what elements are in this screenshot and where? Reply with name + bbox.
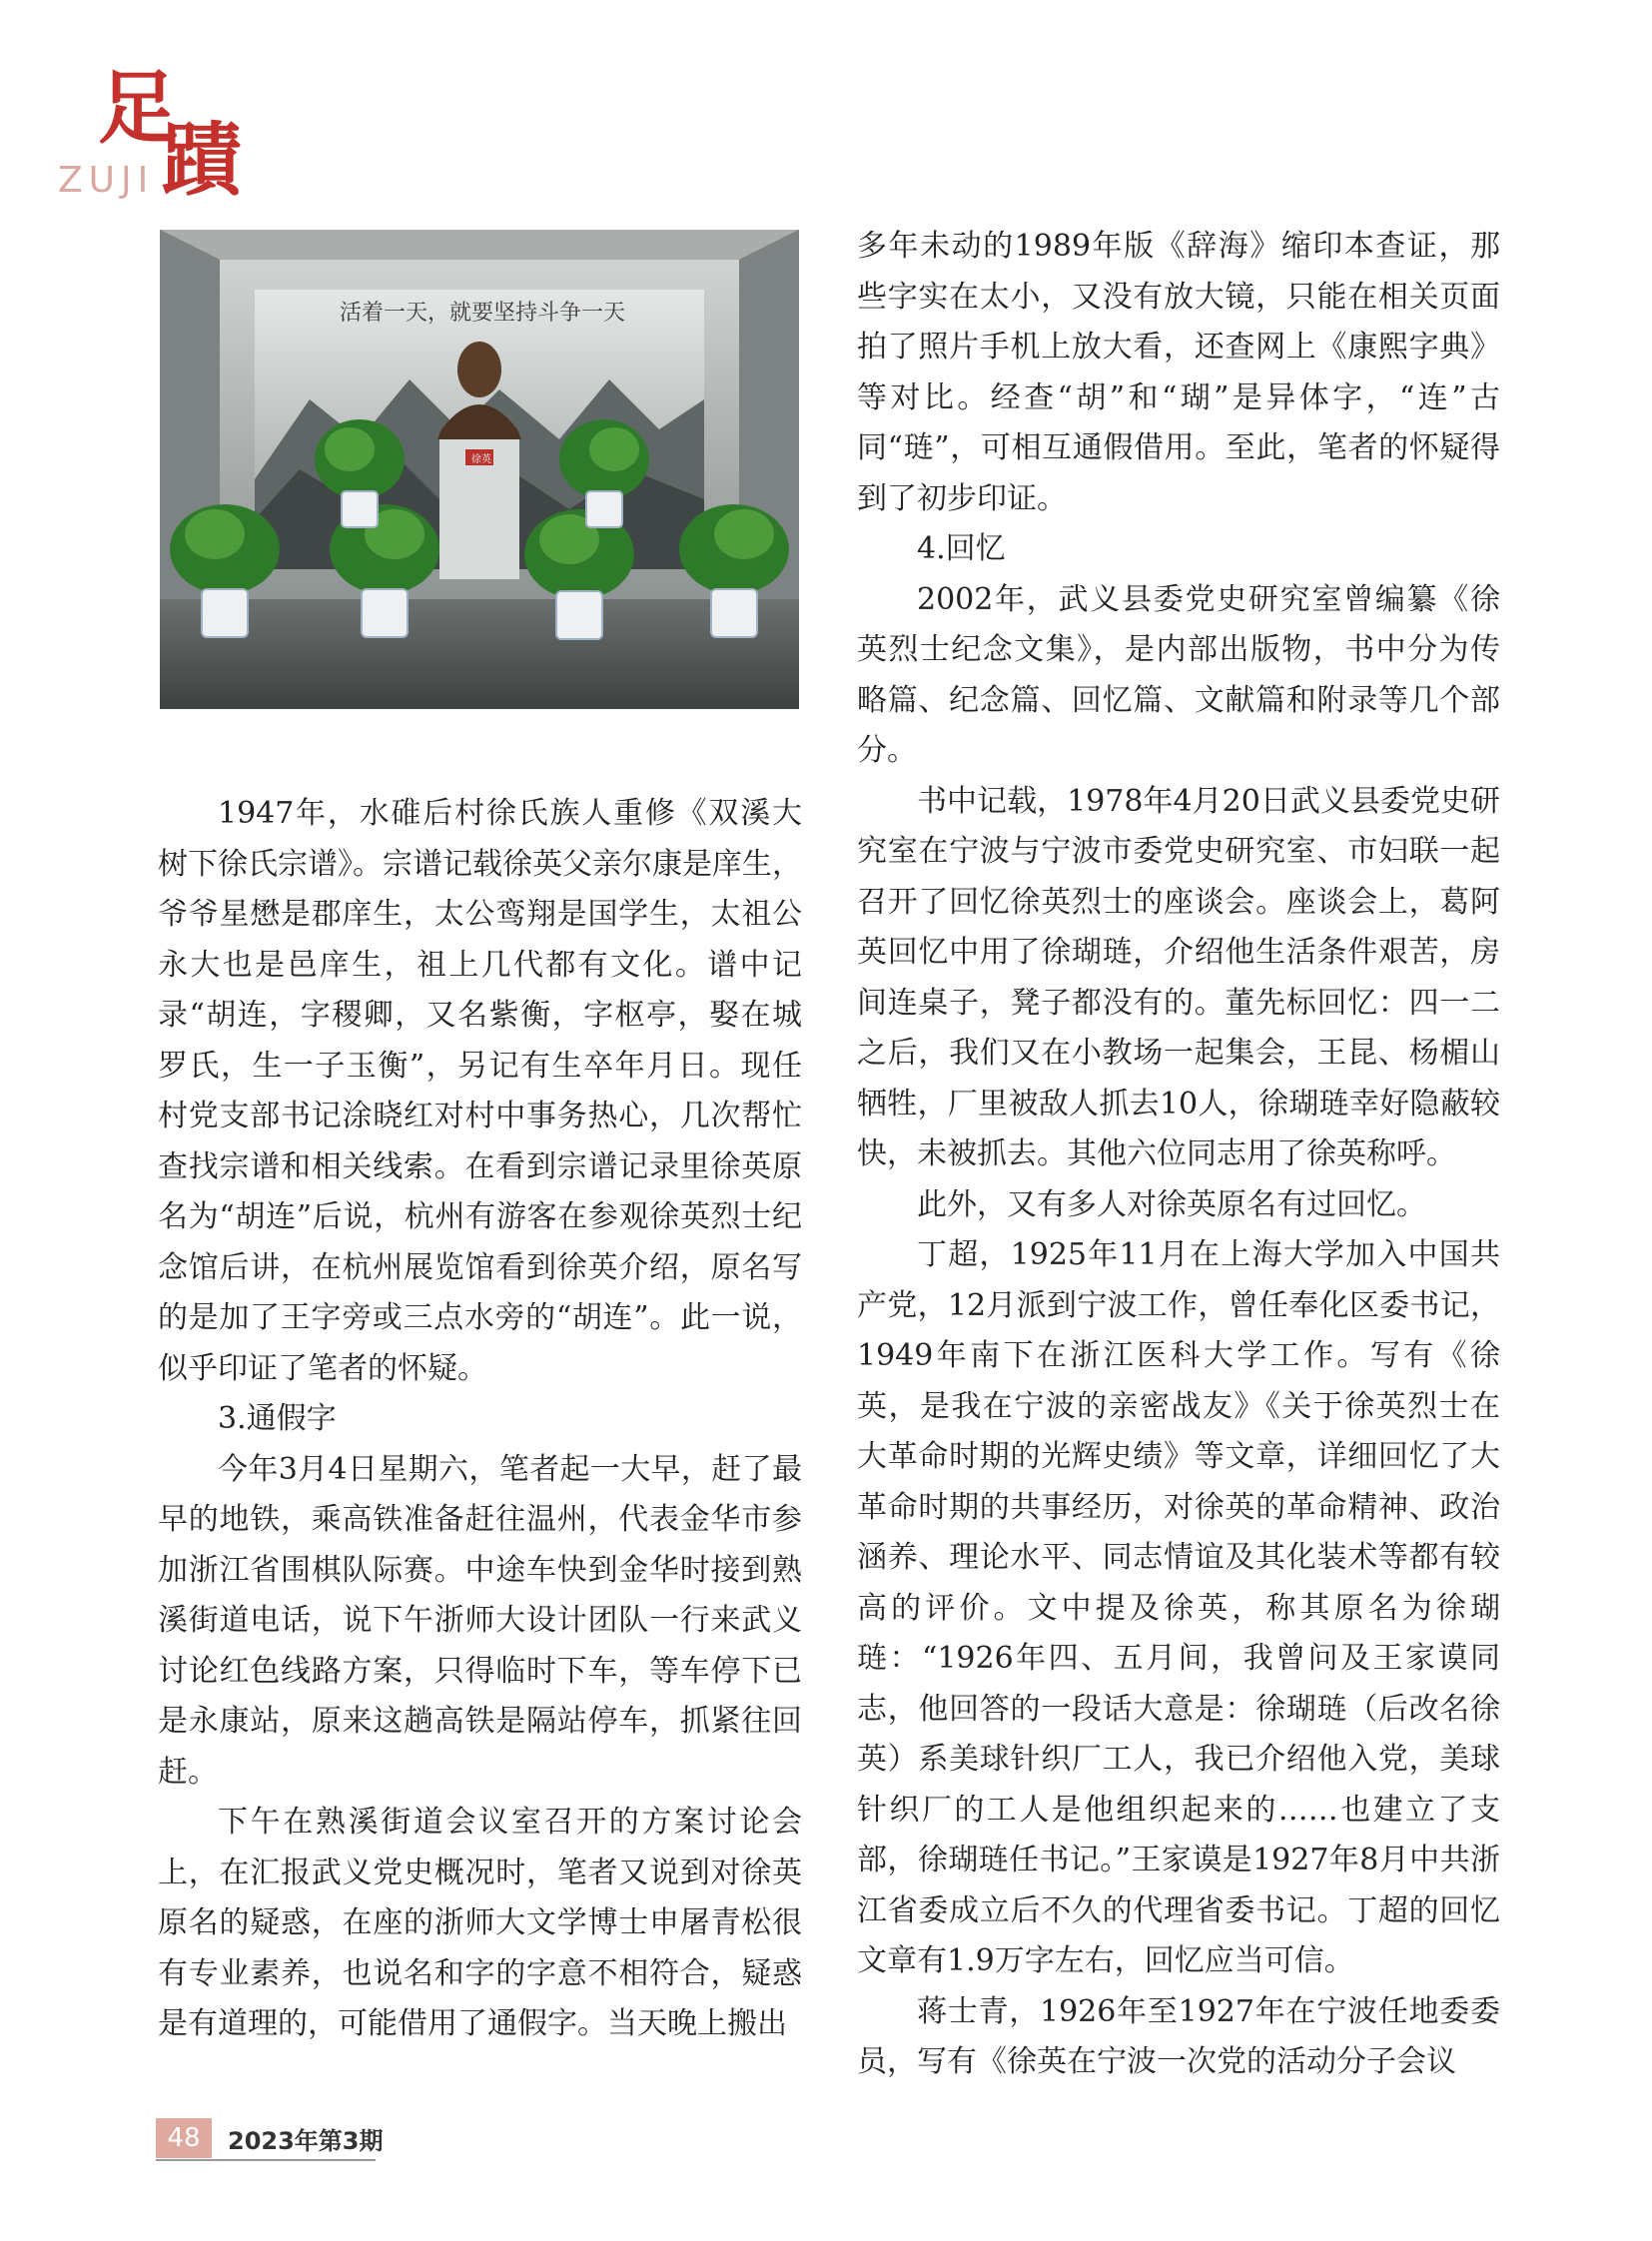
memorial-photo bbox=[160, 230, 799, 709]
paragraph: 多年未动的1989年版《辞海》缩印本查证，那些字实在太小，又没有放大镜，只能在相关页面拍了照片手机上放大看，还查网上《康熙字典》等对比。经查“胡”和“瑚”是异体字，“连”古同“琏”，可相互通假借用。至此，笔者的怀疑得到了初步印证。 bbox=[857, 229, 1500, 516]
masthead-char-ji: 蹟 bbox=[162, 113, 242, 207]
page-number: 48 bbox=[156, 2118, 212, 2158]
section-heading: 4.回忆 bbox=[917, 531, 1006, 566]
paragraph: 此外，又有多人对徐英原名有过回忆。 bbox=[917, 1186, 1426, 1222]
paragraph: 下午在熟溪街道会议室召开的方案讨论会上，在汇报武义党史概况时，笔者又说到对徐英原名的疑惑，在座的浙师大文学博士申屠青松很有专业素养，也说名和字的字意不相符合，疑惑是有道理的，可能借用了通假字。当天晚上搬出 bbox=[158, 1805, 802, 2041]
paragraph: 蒋士青，1926年至1927年在宁波任地委委员，写有《徐英在宁波一次党的活动分子会议 bbox=[857, 1993, 1500, 2079]
page-footer bbox=[156, 2117, 384, 2159]
calligraphy-text: 活着一天，就要坚持斗争一天 bbox=[340, 301, 626, 326]
masthead-logo bbox=[58, 61, 242, 208]
paragraph: 今年3月4日星期六，笔者起一大早，赶了最早的地铁，乘高铁准备赶往温州，代表金华市参加浙江省围棋队际赛。中途车快到金华时接到熟溪街道电话，说下午浙师大设计团队一行来武义讨论红色线路方案，只得临时下车，等车停下已是永康站，原来这趟高铁是隔站停车，抓紧往回赶。 bbox=[158, 1451, 802, 1790]
memorial-photo-illustration bbox=[160, 230, 799, 709]
pedestal-plaque: 徐英 bbox=[471, 454, 491, 465]
article-right-column bbox=[857, 222, 1500, 2088]
paragraph: 书中记载，1978年4月20日武义县委党史研究室在宁波与宁波市委党史研究室、市妇联一起召开了回忆徐英烈士的座谈会。座谈会上，葛阿英回忆中用了徐瑚琏，介绍他生活条件艰苦，房间连桌子，凳子都没有的。董先标回忆：四一二之后，我们又在小教场一起集会，王昆、杨楣山牺牲，厂里被敌人抓去10人，徐瑚琏幸好隐蔽较快，未被抓去。其他六位同志用了徐英称呼。 bbox=[857, 783, 1500, 1171]
masthead-latin: ZUJI bbox=[58, 160, 155, 201]
article-left-column bbox=[158, 789, 802, 2050]
paragraph: 2002年，武义县委党史研究室曾编纂《徐英烈士纪念文集》，是内部出版物，书中分为传略篇、纪念篇、回忆篇、文献篇和附录等几个部分。 bbox=[857, 581, 1500, 768]
footer-divider bbox=[156, 2159, 376, 2161]
paragraph: 1947年，水碓后村徐氏族人重修《双溪大树下徐氏宗谱》。宗谱记载徐英父亲尔康是庠生，爷爷星懋是郡庠生，太公鸾翔是国学生，太祖公永大也是邑庠生，祖上几代都有文化。谱中记录“胡连，字稷卿，又名紫衡，字枢亭，娶在城罗氏，生一子玉衡”，另记有生卒年月日。现任村党支部书记涂晓红对村中事务热心，几次帮忙查找宗谱和相关线索。在看到宗谱记录里徐英原名为“胡连”后说，杭州有游客在参观徐英烈士纪念馆后讲，在杭州展览馆看到徐英介绍，原名写的是加了王字旁或三点水旁的“胡连”。此一说，似乎印证了笔者的怀疑。 bbox=[158, 796, 802, 1386]
paragraph: 丁超，1925年11月在上海大学加入中国共产党，12月派到宁波工作，曾任奉化区委书记，1949年南下在浙江医科大学工作。写有《徐英，是我在宁波的亲密战友》《关于徐英烈士在大革命时期的光辉史绩》等文章，详细回忆了大革命时期的共事经历，对徐英的革命精神、政治涵养、理论水平、同志情谊及其化装术等都有较高的评价。文中提及徐英，称其原名为徐瑚琏：“1926年四、五月间，我曾问及王家谟同志，他回答的一段话大意是：徐瑚琏（后改名徐英）系美球针织厂工人，我已介绍他入党，美球针织厂的工人是他组织起来的……也建立了支部，徐瑚琏任书记。”王家谟是1927年8月中共浙江省委成立后不久的代理省委书记。丁超的回忆文章有1.9万字左右，回忆应当可信。 bbox=[857, 1237, 1500, 1978]
masthead-char-zu: 足 bbox=[98, 61, 178, 155]
section-heading: 3.通假字 bbox=[218, 1401, 337, 1436]
issue-label: 2023年第3期 bbox=[228, 2126, 384, 2155]
